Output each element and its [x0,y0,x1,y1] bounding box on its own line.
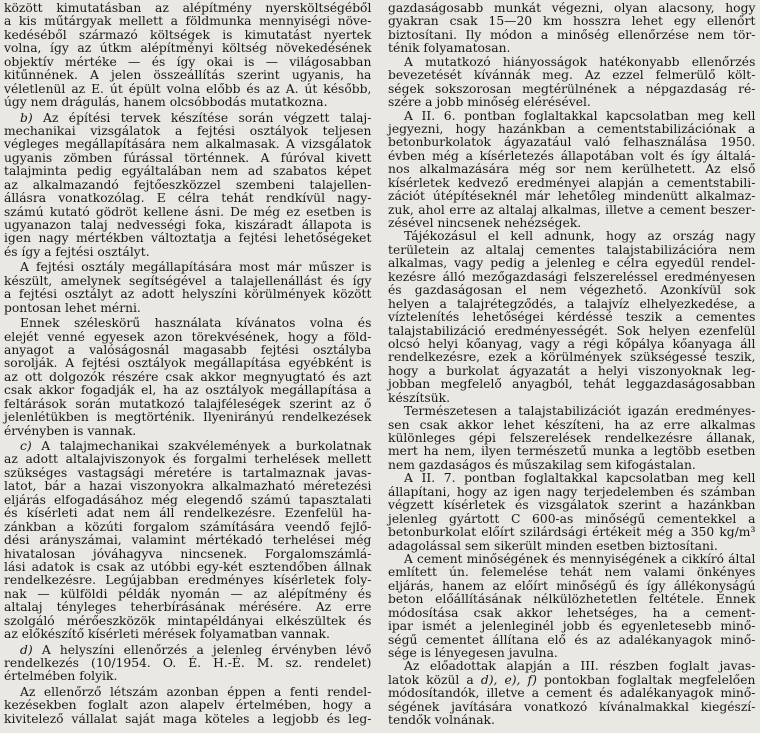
text-line: rendelkezés (10/1954. O. É. H.-É. M. sz. rendelet) [4,656,372,670]
text-line: nak — külföldi példák nyomán — az alépítmény és [4,586,372,601]
text-line: Az ellenőrző létszám azonban éppen a fenti rendel- [20,684,372,699]
text-line: említett ún. felemelése tehát nem valami önkényes [388,565,756,580]
text-line: zánkban a közúti forgalom számítására veendő fejlő- [4,519,372,534]
text-line: dési arányszámai, valamint mértékadó terhelései még [4,533,372,548]
text-line: hogy a burkolat ágyazatát a helyi viszonyoknak leg- [388,363,756,378]
paragraph [388,56,756,110]
text-line: mert ha nem, ilyen természetű munka a legtöbb esetben [388,444,756,459]
text-line: és gazdaságosan el nem végezhető. Azonkívül sok [388,283,756,298]
text-line: zuk, ahol erre az altalaj alkalmas, illetve a cement beszer- [388,202,756,217]
text-line: anyagot a valóságosnál magasabb fejtési osztályba [4,342,372,357]
text-line: az előkészítő kísérleti mérések folyamatban vannak. [4,627,330,642]
list-marker: d) [20,642,33,657]
text-line: adagolással sem sikerült minden esetben biztosítani. [388,538,718,553]
paragraph [388,472,756,553]
text-line: állapítani, hogy az igen nagy terjedelemben és számban [388,484,756,499]
paragraph [4,112,372,260]
text-line: jegyezni, hogy hazánkban a cementstabilizációnak a [388,121,756,136]
paragraph [4,2,372,110]
text-line: kedéséből származó költségek is kimutatást nyertek [4,27,372,42]
line-text: latok közül a [388,672,481,687]
text-line: beton előállításának nélkülözhetetlen feltétele. Ennek [388,592,756,607]
text-line: csak akkor fogadják el, ha az osztályok megállapítása a [4,383,372,398]
text-line: olcsó helyi kőanyag, vagy a régi kőpálya kőanyaga áll [388,336,756,351]
text-line [4,644,372,657]
text-line: jelenlétükben is megtörténik. Ilyenirányú rendelkezések [4,410,372,425]
list-marker: b) [20,110,33,125]
text-line: biztosítani. Ily módon a minőség ellenőrzése nem tör- [388,27,756,42]
text-line: véletlenül az E. út épült volna előbb és az A. út később, [4,81,372,96]
text-line: a kis műtárgyak mellett a földmunka mennyiségi növe- [4,14,372,29]
paragraph [4,317,372,438]
text-line: tendők volnának. [388,713,495,728]
text-line: zációt útépítéseknél már lehetőleg mindenütt alkalmaz- [388,189,756,204]
text-line: talajstabilizáció eredményességét. Sok helyen ezenfelül [388,323,756,338]
line-text: pontokban foglaltak megfelelően [536,672,756,687]
text-line: A cement minőségének és mennyiségének a cikkíró által [404,551,756,566]
text-line: nem gazdaságos és műszakilag sem kifogástalan. [388,457,696,472]
text-line: az ott dolgozók részére csak akkor megnyugtató és azt [4,369,372,384]
text-line: helyen a talajrétegződés, a talajvíz elhelyezkedése, a [388,296,756,311]
point-reference: d), e), f) [480,672,537,687]
text-line: szolgáló mérőeszközök mintapéldányai elkészültek és [4,613,372,628]
text-line: jelenleg gyártott C 600-as minőségű cementekkel a [388,511,756,526]
text-line: számú kutató gödröt kellene ásni. De még ez esetben is [4,204,372,219]
text-line: gyakran csak 15—20 km hosszra lehet egy ellenőrt [388,14,756,29]
text-line [4,112,372,125]
text-line: sége is lényegesen javulna. [388,646,558,660]
text-line: értelmében folyik. [4,669,118,684]
text-line: gazdaságosabb munkát végezni, olyan alacsony, hogy [388,1,756,15]
list-marker: c) [20,439,32,453]
text-line: igen nagy mértékben változtatja a fejtési lehetőségeket [4,231,372,246]
text-line: Az előadottak alapján a III. részben foglalt javas- [404,659,756,674]
text-line: zésével nincsenek nehézségek. [388,216,582,230]
text-line [4,440,372,453]
text-line: és kísérleti adat nem áll rendelkezésre. Ezenfelül ha- [4,506,372,521]
text-line: objektív mértéke — és így okai is — világosabban [4,54,372,69]
text-line: ugyanis zömben fúrással történnek. A fúróval kivett [4,150,372,165]
text-line: kitűnnének. A jelen összeállítás szerint ugyanis, ha [4,68,372,83]
text-line: talajminta pedig egyáltalában nem ad szabatos képet [4,164,372,179]
text-line: latot, bár a hazai viszonyokra alkalmazható méretezési [4,479,372,494]
text-line: eljárás elfogadásához még elegendő számú tapasztalati [4,492,372,507]
text-line: kezésekben foglalt azon alapelv értelmében, hogy a [4,698,372,713]
text-line: szükséges vastagsági méretére is tartalmaznak javas- [4,465,372,480]
text-line: ségek sokszorosan megtérülnének a népgazdaság ré- [388,81,756,96]
text-line: úgy nem drágulás, hanem olcsóbbodás mutatkozna. [4,95,328,110]
text-line: az alkalmazandó fejtőeszközzel szembeni talajellen- [4,177,372,192]
line-text: Az építési tervek készítése során végzett talaj- [32,110,372,125]
text-line: víztelenítés lehetőségei kérdéssé teszik a cementes [388,310,756,325]
paragraph [388,230,756,405]
text-line: rendelkezésre, ezek a körülmények szükségessé teszik, [388,350,756,365]
text-line: és így a fejtési osztályt. [4,244,150,259]
text-line: különleges gépi felszerelések rendelkezésre állanak, [388,431,756,445]
text-line: évben még a kísérletezés állapotában volt és így általá- [388,148,756,163]
text-line: betonburkolatok ágyazatául való felhasználása 1950. [388,135,756,150]
paragraph [388,2,756,56]
right-column [388,2,756,728]
text-line: jobban megfelelő anyagból, tehát leggazdaságosabban [388,377,756,392]
paragraph [4,644,372,684]
text-line: készült, amelynek segítségével a talajellenállást és így [4,273,372,288]
text-line: érvényben is vannak. [4,423,137,438]
text-line: Ennek széleskörű használata kívánatos volna és [20,316,372,331]
text-line: Tájékozásul el kell adnunk, hogy az ország nagy [404,229,756,244]
text-line: A II. 6. pontban foglaltakkal kapcsolatban meg kell [404,108,756,123]
text-line: kezésre álló mezőgazdasági felszereléssel eredményesen [388,269,756,284]
paragraph [4,686,372,726]
line-text: A talajmechanikai szakvélemények a burkolatnak [31,439,372,453]
text-line: kivitelező vállalat saját maga köteles a legjobb és leg- [4,711,372,726]
line-text: A helyszíni ellenőrzés a jelenleg érvényben lévő [32,642,372,657]
text-line: ségének javítására vonatkozó kívánalmakkal kiegészí- [388,699,756,714]
text-line: nos alkalmazására még sor nem kerülhetett. Az első [388,162,756,177]
text-line: állásra vonatkozólag. E célra tehát rendkívül nagy- [4,191,372,206]
text-line: ténik folyamatosan. [388,41,511,56]
paragraph [388,553,756,661]
paragraph [388,660,756,727]
text-line: végzett kísérletek és vizsgálatok szerint a hazánkban [388,498,756,513]
text-line: a fejtési osztályt az adott helyszíni körülmények között [4,287,372,302]
text-line: módosítandók, illetve a cement és adalékanyagok minő- [388,686,756,701]
text-line: rendelkezésre. Legújabban eredményes kísérletek foly- [4,573,372,588]
text-line: alkalmas, vagy pedig a jelenleg e célra egyedül rendel- [388,256,756,271]
text-line: pontosan lehet mérni. [4,300,141,315]
text-line: feltárások során mutatkozó talajféleségek szerint az ő [4,396,372,411]
text-line: kísérletek kedvező eredményei alapján a cementstabili- [388,175,756,190]
text-line: ipar ismét a jelenleginél jobb és egyenletesebb minő- [388,619,756,634]
text-line: A II. 7. pontban foglaltakkal kapcsolatban meg kell [404,471,756,486]
text-line: Természetesen a talajstabilizációt igazán eredményes- [404,404,756,419]
text-line: ségű cementet állítana elő és az adalékanyagok minő- [388,632,756,647]
text-line: készítsük. [388,390,450,405]
text-line: sorolják. A fejtési osztályok megállapítása egyébként is [4,356,372,371]
text-line: betonburkolat előírt szilárdsági értékeit még a 350 kg/m³ [388,525,756,540]
text-line: eljárás, hanem az előírt minőségű és így állékonyságú [388,578,756,593]
text-line: végleges megállapítására nem alkalmasak. A vizsgálatok [4,137,372,152]
text-line: bevezetését kívánnák meg. Az ezzel felmerülő költ- [388,68,756,83]
paragraph [388,405,756,472]
text-line: mechanikai vizsgálatok a fejtési osztályok teljesen [4,123,372,138]
text-line: között kimutatásban az alépítmény nyersköltségéből [4,1,372,15]
paragraph [4,440,372,642]
text-line: elejét venné egyesek azon törekvésének, hogy a föld- [4,329,372,344]
text-line: hivatalosan jóváhagyva nincsenek. Forgalomszámlá- [4,546,372,561]
paragraph [388,110,756,231]
text-line: A mutatkozó hiányosságok hatékonyabb ellenőrzés [404,54,756,69]
text-line: altalaj tényleges teherbírásának mérésére. Az erre [4,600,372,615]
text-line: területein az altalaj cementes talajstabilizációra nem [388,242,756,257]
left-column [4,2,372,726]
text-line: ugyanazon talaj nedvességi foka, kiszáradt állapota is [4,218,372,232]
text-line: módosítása csak akkor lehetséges, ha a cement- [388,605,756,620]
text-line [388,674,756,687]
text-line: lási adatok is csak az utóbbi egy-két esztendőben állnak [4,559,372,574]
text-line: szére a jobb minőség elérésével. [388,95,591,110]
paragraph [4,261,372,315]
text-line: A fejtési osztály megállapítására most már műszer is [20,260,372,275]
text-line: sen csak akkor lehet készíteni, ha az erre alkalmas [388,417,756,432]
text-line: volna, így az útkm alépítményi költség növekedésének [4,41,372,56]
text-line: az adott altalajviszonyok és forgalmi terhelések mellett [4,452,372,467]
